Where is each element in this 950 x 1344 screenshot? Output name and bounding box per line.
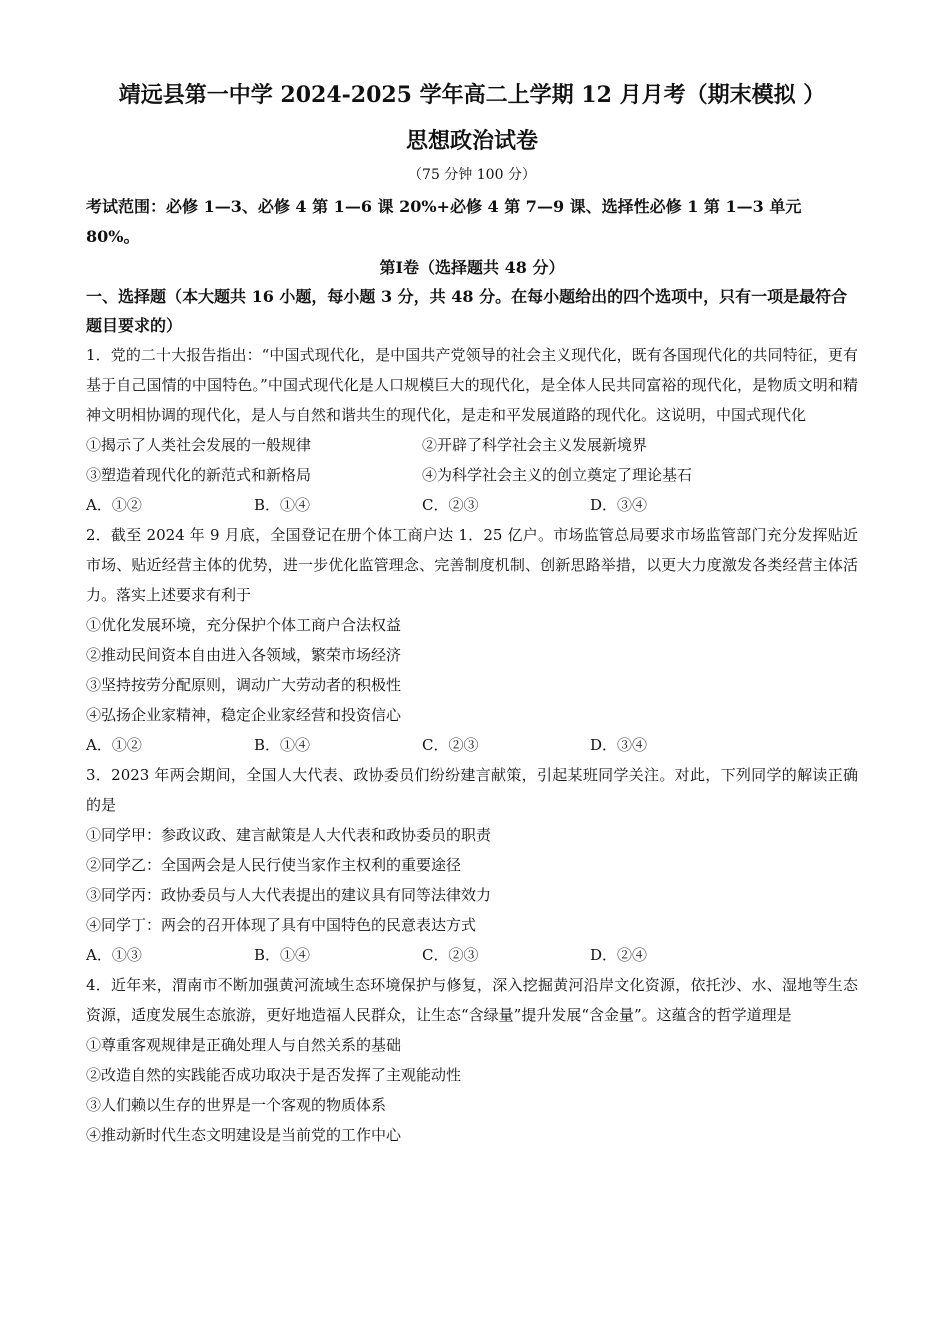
- question-3: [86, 760, 858, 970]
- question-3-item-3: ③同学丙：政协委员与人大代表提出的建议具有同等法律效力: [86, 886, 492, 904]
- question-3-option-c: C．②③: [422, 946, 479, 964]
- question-3-option-b: B．①④: [254, 946, 311, 964]
- question-4: [86, 970, 858, 1150]
- section1-title: 一、选择题（本大题共 16 小题，每小题 3 分，共 48 分。在每小题给出的四个选项中，只有一项是最符合题目要求的）: [86, 287, 848, 335]
- question-2-item-1: ①优化发展环境，充分保护个体工商户合法权益: [86, 616, 402, 634]
- question-3-answers: [86, 940, 858, 970]
- question-1-option-a: A．①②: [86, 496, 142, 514]
- question-3-stem: 3．2023 年两会期间，全国人大代表、政协委员们纷纷建言献策，引起某班同学关注。对此，下列同学的解读正确的是: [86, 766, 858, 814]
- question-1-stem: 1．党的二十大报告指出：“中国式现代化，是中国共产党领导的社会主义现代化，既有各国现代化的共同特征，更有基于自己国情的中国特色。”中国式现代化是人口规模巨大的现代化，是全体人民共同富裕的现代化，是物质文明和精神文明相协调的现代化，是人与自然和谐共生的现代化，是走和平发展道路的现代化。这说明，中国式现代化: [86, 346, 858, 424]
- question-1-option-d: D．③④: [590, 496, 648, 514]
- exam-scope: 考试范围：必修 1—3、必修 4 第 1—6 课 20%+必修 4 第 7—9 课、选择性必修 1 第 1—3 单元 80%。: [86, 197, 802, 246]
- question-3-item-2: ②同学乙：全国两会是人民行使当家作主权利的重要途径: [86, 856, 462, 874]
- question-2-option-c: C．②③: [422, 736, 479, 754]
- question-4-item-4: ④推动新时代生态文明建设是当前党的工作中心: [86, 1126, 402, 1144]
- question-4-stem: 4．近年来，渭南市不断加强黄河流域生态环境保护与修复，深入挖掘黄河沿岸文化资源，依托沙、水、湿地等生态资源，适度发展生态旅游，更好地造福人民群众，让生态“含绿量”提升发展“含金量”。这蕴含的哲学道理是: [86, 976, 858, 1024]
- question-2-option-b: B．①④: [254, 736, 311, 754]
- question-3-option-d: D．②④: [590, 946, 648, 964]
- question-2-stem: 2．截至 2024 年 9 月底，全国登记在册个体工商户达 1．25 亿户。市场监管总局要求市场监管部门充分发挥贴近市场、贴近经营主体的优势，进一步优化监管理念、完善制度机制、创新思路举措，以更大力度激发各类经营主体活力。落实上述要求有利于: [86, 526, 858, 604]
- question-1-item-1: ①揭示了人类社会发展的一般规律: [86, 436, 312, 454]
- question-2-answers: [86, 730, 858, 760]
- question-4-item-1: ①尊重客观规律是正确处理人与自然关系的基础: [86, 1036, 402, 1054]
- question-1-option-b: B．①④: [254, 496, 311, 514]
- question-2-option-a: A．①②: [86, 736, 142, 754]
- exam-title-line1: 靖远县第一中学 2024-2025 学年高二上学期 12 月月考（期末模拟 ）: [118, 82, 826, 108]
- question-4-item-2: ②改造自然的实践能否成功取决于是否发挥了主观能动性: [86, 1066, 462, 1084]
- question-1-item-3: ③塑造着现代化的新范式和新格局: [86, 466, 312, 484]
- question-1-items-row1: [86, 430, 858, 460]
- question-1-answers: [86, 490, 858, 520]
- question-1-items-row2: [86, 460, 858, 490]
- question-3-item-1: ①同学甲：参政议政、建言献策是人大代表和政协委员的职责: [86, 826, 492, 844]
- question-3-option-a: A．①③: [86, 946, 142, 964]
- question-2: [86, 520, 858, 760]
- question-2-option-d: D．③④: [590, 736, 648, 754]
- question-1-option-c: C．②③: [422, 496, 479, 514]
- question-3-item-4: ④同学丁：两会的召开体现了具有中国特色的民意表达方式: [86, 916, 477, 934]
- question-1-item-4: ④为科学社会主义的创立奠定了理论基石: [422, 466, 693, 484]
- question-1-item-2: ②开辟了科学社会主义发展新境界: [422, 436, 648, 454]
- part1-title: 第Ⅰ卷（选择题共 48 分）: [379, 258, 565, 277]
- exam-time-score: （75 分钟 100 分）: [408, 167, 536, 183]
- question-4-item-3: ③人们赖以生存的世界是一个客观的物质体系: [86, 1096, 387, 1114]
- question-2-item-3: ③坚持按劳分配原则，调动广大劳动者的积极性: [86, 676, 402, 694]
- exam-title-line2: 思想政治试卷: [405, 128, 538, 154]
- question-2-item-4: ④弘扬企业家精神，稳定企业家经营和投资信心: [86, 706, 402, 724]
- question-1: [86, 340, 858, 520]
- question-2-item-2: ②推动民间资本自由进入各领域，繁荣市场经济: [86, 646, 402, 664]
